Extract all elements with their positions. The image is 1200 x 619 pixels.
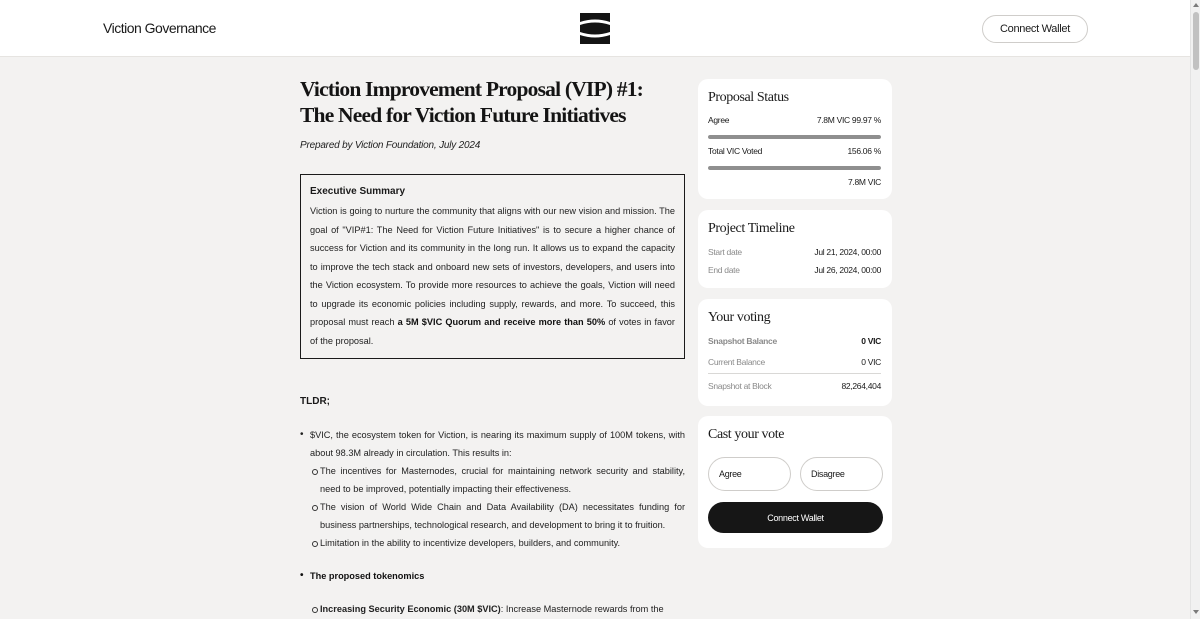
- project-timeline-card: [698, 210, 892, 288]
- tldr-list: [300, 426, 685, 618]
- total-amount-row: [708, 177, 881, 187]
- total-voted-row: [708, 146, 881, 156]
- snapshot-block-label: Snapshot at Block: [708, 381, 772, 391]
- list-item: The vision of World Wide Chain and Data Availability (DA) necessitates funding for business partnerships, technological research, and development to bring it to fruition.: [300, 498, 685, 534]
- exec-emphasis: a 5M $VIC Quorum and receive more than 50%: [397, 317, 606, 327]
- snapshot-balance-value: 0 VIC: [861, 336, 881, 346]
- scroll-thumb[interactable]: [1193, 12, 1199, 70]
- tldr-heading: TLDR;: [300, 396, 330, 407]
- proposal-status-title: Proposal Status: [708, 90, 789, 105]
- list-item: Limitation in the ability to incentivize developers, builders, and community.: [300, 534, 685, 552]
- agree-button[interactable]: Agree: [708, 457, 791, 491]
- brand-title[interactable]: Viction Governance: [103, 20, 216, 36]
- page-scrollbar[interactable]: [1190, 0, 1200, 619]
- exec-tail: of votes in favor of the proposal.: [310, 317, 675, 346]
- list-item: • $VIC, the ecosystem token for Viction, is nearing its maximum supply of 100M tokens, with about 98.3M already in circulation. This results in:: [300, 426, 685, 462]
- start-date-row: [708, 247, 881, 257]
- exec-body: Viction is going to nurture the community that aligns with our new vision and mission. The goal of "VIP#1: The Need for Viction Future Initiatives" is to secure a higher chance of success for Viction and its community in the long run. It allows us to expand the capacity to improve the tech stack and onboard new sets of investors, developers, and users into the Viction ecosystem. To provide more resources to achieve the goals, Viction will need to upgrade its economic policies including supply, rewards, and more. To succeed, this proposal must reach: [310, 206, 675, 327]
- sub2-text: : Increase Masternode rewards from the: [500, 604, 664, 614]
- voting-divider: [708, 373, 881, 374]
- end-date-row: [708, 265, 881, 275]
- list-item: The incentives for Masternodes, crucial for maintaining network security and stability, need to be improved, potentially impacting their effectiveness.: [300, 462, 685, 498]
- scroll-up-arrow-icon[interactable]: [1193, 3, 1199, 7]
- end-date-value: Jul 26, 2024, 00:00: [814, 265, 881, 275]
- current-balance-value: 0 VIC: [861, 357, 881, 367]
- project-timeline-title: Project Timeline: [708, 221, 795, 236]
- agree-progress-bar: [708, 135, 881, 139]
- total-voted-pct: 156.06 %: [847, 146, 881, 156]
- connect-wallet-button[interactable]: Connect Wallet: [982, 15, 1088, 43]
- total-amount: 7.8M VIC: [847, 177, 881, 187]
- snapshot-block-value: 82,264,404: [841, 381, 881, 391]
- snapshot-block-row: [708, 381, 881, 391]
- proposal-status-card: [698, 79, 892, 199]
- scroll-down-arrow-icon[interactable]: [1193, 610, 1199, 614]
- cast-vote-card: [698, 416, 892, 548]
- agree-progress-fill: [708, 135, 881, 139]
- executive-summary-heading: Executive Summary: [310, 186, 406, 197]
- end-date-label: End date: [708, 265, 740, 275]
- cast-vote-title: Cast your vote: [708, 427, 785, 442]
- sub2-label: Increasing Security Economic (30M $VIC): [320, 604, 501, 614]
- cast-connect-wallet-button[interactable]: Connect Wallet: [708, 502, 883, 533]
- proposal-title: Viction Improvement Proposal (VIP) #1: The Need for Viction Future Initiatives: [300, 77, 644, 127]
- list-item: • The proposed tokenomics: [300, 567, 685, 585]
- your-voting-card: [698, 299, 892, 406]
- prepared-by: Prepared by Viction Foundation, July 2024: [300, 140, 481, 151]
- disagree-button[interactable]: Disagree: [800, 457, 883, 491]
- agree-row: [708, 115, 881, 125]
- current-balance-label: Current Balance: [708, 357, 765, 367]
- start-date-label: Start date: [708, 247, 742, 257]
- executive-summary-box: [300, 174, 685, 359]
- top-header: [0, 0, 1190, 57]
- viction-logo-icon[interactable]: [580, 13, 610, 44]
- snapshot-balance-label: Snapshot Balance: [708, 336, 777, 346]
- snapshot-balance-row: [708, 336, 881, 346]
- total-voted-label: Total VIC Voted: [708, 146, 763, 156]
- start-date-value: Jul 21, 2024, 00:00: [814, 247, 881, 257]
- executive-summary-text: [310, 202, 675, 350]
- your-voting-title: Your voting: [708, 310, 771, 325]
- current-balance-row: [708, 357, 881, 367]
- list-item: [300, 600, 685, 618]
- total-voted-progress-fill: [708, 166, 881, 170]
- total-voted-progress-bar: [708, 166, 881, 170]
- agree-value: 7.8M VIC 99.97 %: [816, 115, 881, 125]
- agree-label: Agree: [708, 115, 730, 125]
